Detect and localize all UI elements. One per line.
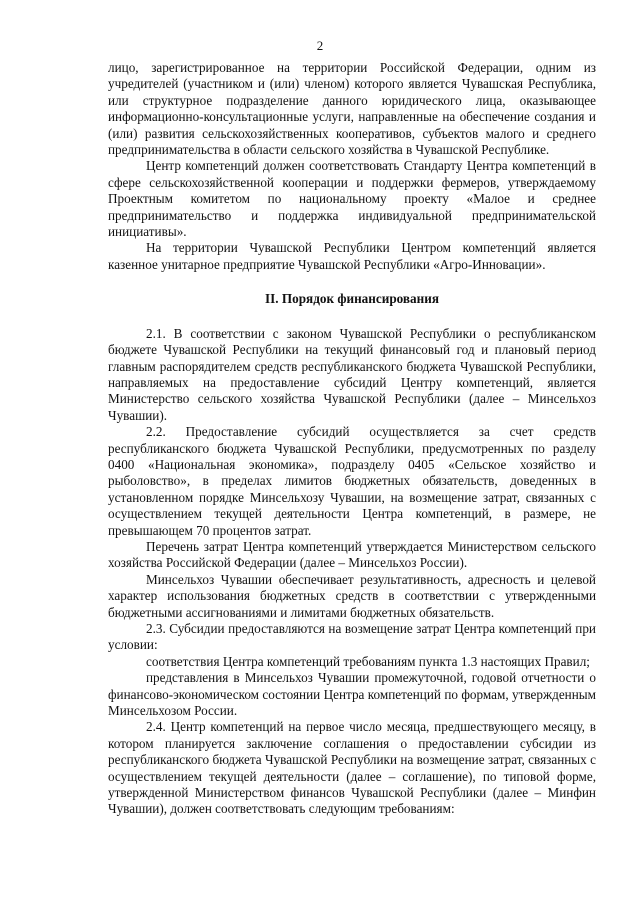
paragraph-competence-standard: Центр компетенций должен соответствовать Стандарту Центра компетенций в сфере сельскохозяйственной кооперации и поддержки фермеров, утверждаемому Проектным комитетом по национальному проекту «Малое и среднее предпринимательство и поддержка индивидуальной предпринимательской инициативы». [108, 158, 596, 240]
paragraph-continuation: лицо, зарегистрированное на территории Российской Федерации, одним из учредителей (участником и (или) членом) которого является Чувашская Республика, или структурное подразделение данного юридического лица, оказывающее информационно-консультационные услуги, направленные на обеспечение создания и (или) развития сельскохозяйственных кооперативов, субъектов малого и среднего предпринимательства в области сельского хозяйства в Чувашской Республике. [108, 60, 596, 158]
document-body [108, 60, 596, 818]
paragraph-ministry-ensures: Минсельхоз Чувашии обеспечивает результативность, адресность и целевой характер использования бюджетных средств в соответствии с утвержденными бюджетными ассигнованиями и лимитами бюджетных обязательств. [108, 571, 596, 620]
paragraph-condition-2: представления в Минсельхоз Чувашии промежуточной, годовой отчетности о финансово-экономическом состоянии Центра компетенций по формам, утвержденным Минсельхозом России. [108, 670, 596, 719]
paragraph-2-3: 2.3. Субсидии предоставляются на возмещение затрат Центра компетенций при условии: [108, 621, 596, 653]
page-number: 2 [316, 38, 324, 53]
paragraph-2-1: 2.1. В соответствии с законом Чувашской Республики о республиканском бюджете Чувашской Республики на текущий финансовый год и плановый период главным распорядителем средств республиканского бюджета Чувашской Республики, направляемых на предоставление субсидий Центру компетенций, является Министерство сельского хозяйства Чувашской Республики (далее – Минсельхоз Чувашии). [108, 325, 596, 423]
paragraph-condition-1: соответствия Центра компетенций требованиям пункта 1.3 настоящих Правил; [146, 653, 590, 669]
paragraph-2-2: 2.2. Предоставление субсидий осуществляется за счет средств республиканского бюджета Чувашской Республики, предусмотренных по разделу 0400 «Национальная экономика», подразделу 0405 «Сельское хозяйство и рыболовство», в пределах лимитов бюджетных обязательств, доведенных в установленном порядке Минсельхозу Чувашии, на возмещение затрат, связанных с осуществлением текущей деятельности Центра компетенций, в размере, не превышающем 70 процентов затрат. [108, 424, 596, 538]
section-heading: II. Порядок финансирования [265, 291, 439, 307]
paragraph-2-4: 2.4. Центр компетенций на первое число месяца, предшествующего месяцу, в котором планируется заключение соглашения о предоставлении субсидии из республиканского бюджета Чувашской Республики на возмещение затрат, связанных с осуществлением текущей деятельности (далее – соглашение), по типовой форме, утвержденной Министерством финансов Чувашской Республики (далее – Минфин Чувашии), должен соответствовать следующим требованиям: [108, 719, 596, 817]
paragraph-competence-center: На территории Чувашской Республики Центром компетенций является казенное унитарное предприятие Чувашской Республики «Агро-Инновации». [108, 240, 596, 272]
paragraph-cost-list: Перечень затрат Центра компетенций утверждается Министерством сельского хозяйства Российской Федерации (далее – Минсельхоз России). [108, 538, 596, 571]
